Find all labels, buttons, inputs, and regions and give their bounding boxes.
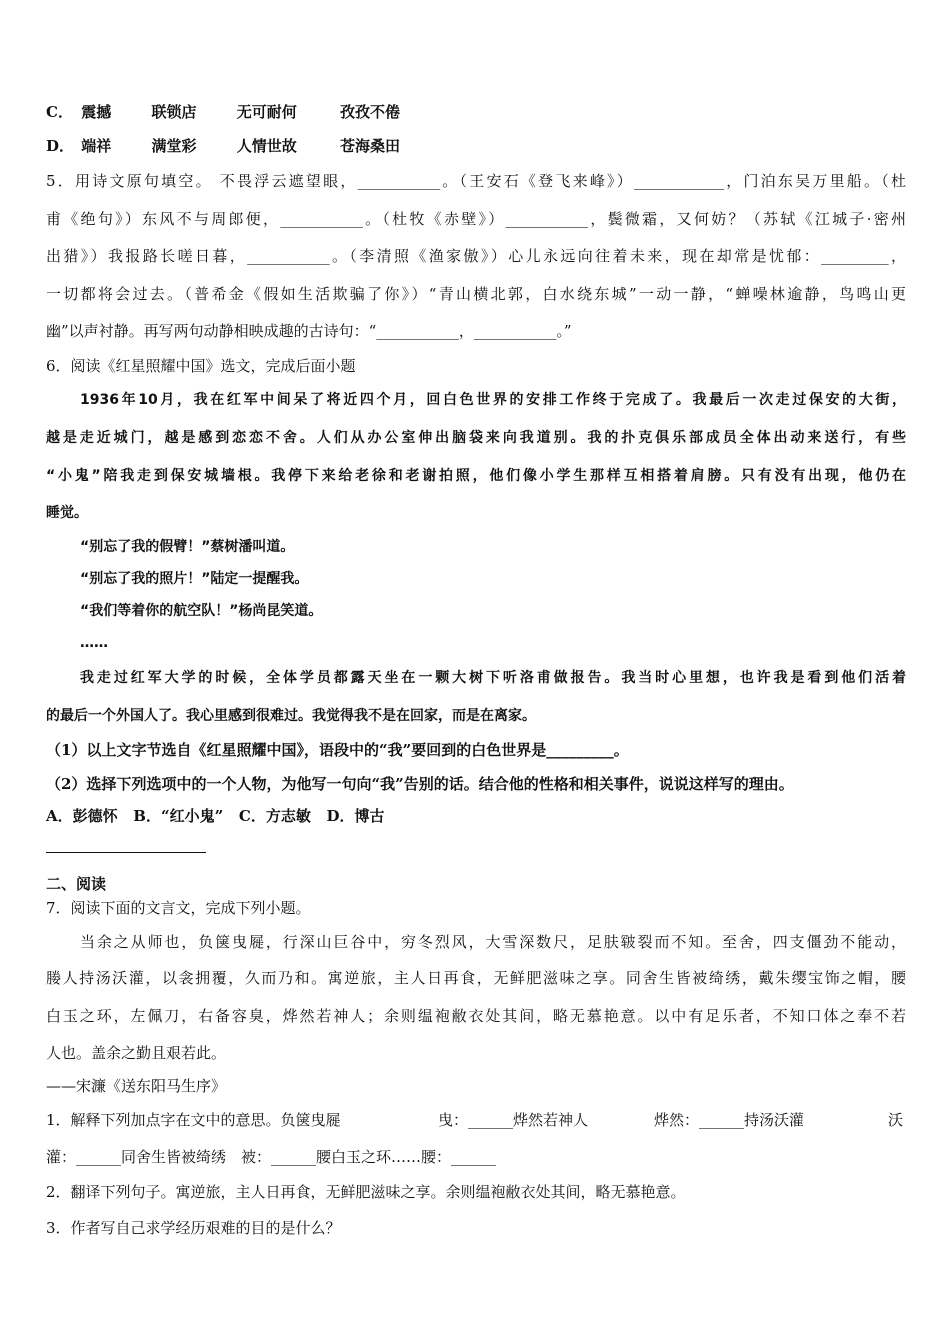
- q7-title: 7．阅读下面的文言文，完成下列小题。: [46, 899, 311, 917]
- q7-sub1-line1: [46, 1110, 906, 1130]
- option-label: D．: [46, 137, 75, 155]
- option-word: 苍海桑田: [339, 137, 400, 155]
- q7-passage-line: 白玉之环，左佩刀，右备容臭，烨然若神人；余则缊袍敝衣处其间，略无慕艳意。以中有足乐者，不知口体之奉不若: [46, 1007, 906, 1025]
- q7-sub2: 2．翻译下列句子。寓逆旅，主人日再食，无鲜肥滋味之享。余则缊袍敝衣处其间，略无慕艳意。: [46, 1183, 686, 1201]
- q6-passage-line: 睡觉。: [46, 505, 88, 521]
- q6-passage2-line: 我走过红军大学的时候，全体学员都露天坐在一颗大树下听洛甫做报告。我当时心里想，也许我是看到他们活着: [80, 670, 906, 686]
- q6-quote: “别忘了我的假臂！”蔡树潘叫道。: [80, 539, 295, 555]
- option-word: 人情世故: [236, 137, 297, 155]
- option-d: [46, 136, 906, 156]
- q7-sub1-part: 沃: [888, 1111, 904, 1129]
- option-word: 无可耐何: [236, 103, 297, 121]
- q7-source: ——宋濂《送东阳马生序》: [46, 1077, 227, 1095]
- option-c: [46, 102, 906, 122]
- q7-passage-line: 当余之从师也，负箧曳屣，行深山巨谷中，穷冬烈风，大雪深数尺，足肤皲裂而不知。至舍，四支僵劲不能动，: [80, 933, 906, 951]
- section-heading: 二、阅读: [46, 875, 107, 893]
- q7-passage-line: 媵人持汤沃灌，以衾拥覆，久而乃和。寓逆旅，主人日再食，无鲜肥滋味之享。同舍生皆被绮绣，戴朱缨宝饰之帽，腰: [46, 969, 906, 987]
- q6-sub2: （2）选择下列选项中的一个人物，为他写一句向“我”告别的话。结合他的性格和相关事件，说说这样写的理由。: [46, 775, 794, 793]
- q7-passage-line: 人也。盖余之勤且艰若此。: [46, 1044, 227, 1062]
- q6-quote: “别忘了我的照片！”陆定一提醒我。: [80, 571, 309, 587]
- answer-rule: [46, 852, 206, 853]
- q5-line: 幽”以声衬静。再写两句动静相映成趣的古诗句：“___________，___________。”: [46, 322, 572, 340]
- q7-sub1-part: 曳：______烨然若神人: [438, 1111, 589, 1129]
- q6-ellipsis: ……: [80, 635, 108, 651]
- option-word: 端祥: [81, 137, 112, 155]
- option-word: 震撼: [81, 103, 112, 121]
- q6-passage-line: 1936年10月，我在红军中间呆了将近四个月，回白色世界的安排工作终于完成了。我最后一次走过保安的大街，: [80, 392, 906, 408]
- option-label: C．: [46, 103, 73, 121]
- q6-passage-line: 越是走近城门，越是感到恋恋不舍。人们从办公室伸出脑袋来向我道别。我的扑克俱乐部成员全体出动来送行，有些: [46, 430, 906, 446]
- q7-sub1-part: 烨然：______持汤沃灌: [654, 1111, 805, 1129]
- q7-sub3: 3．作者写自己求学经历艰难的目的是什么？: [46, 1219, 341, 1237]
- q5-line: 出猎》）我报路长嗟日暮，___________。（李清照《渔家傲》）心儿永远向往着未来，现在却常是忧郁：_________，: [46, 247, 906, 265]
- q6-choices: A．彭德怀 B．“红小鬼” C．方志敏 D．博古: [46, 807, 385, 825]
- option-word: 联锁店: [151, 103, 197, 121]
- q5-line: 一切都将会过去。（普希金《假如生活欺骗了你》）“青山横北郭，白水绕东城”一动一静，“蝉噪林逾静，鸟鸣山更: [46, 285, 906, 303]
- q6-title: 6．阅读《红星照耀中国》选文，完成后面小题: [46, 357, 356, 375]
- q7-sub1-line2: 灌：______同舍生皆被绮绣 被：______腰白玉之环……腰：______: [46, 1148, 497, 1166]
- q6-passage2-line: 的最后一个外国人了。我心里感到很难过。我觉得我不是在回家，而是在离家。: [46, 708, 536, 724]
- q6-passage-line: “小鬼”陪我走到保安城墙根。我停下来给老徐和老谢拍照，他们像小学生那样互相搭着肩膀。只有没有出现，他仍在: [46, 468, 906, 484]
- q5-line: 甫《绝句》）东风不与周郎便，___________。（杜牧《赤壁》）___________，鬓微霜，又何妨？（苏轼《江城子·密州: [46, 210, 906, 228]
- q5-line: 5．用诗文原句填空。 不畏浮云遮望眼，___________。（王安石《登飞来峰》）____________，门泊东吴万里船。（杜: [46, 172, 906, 190]
- q6-quote: “我们等着你的航空队！”杨尚昆笑道。: [80, 603, 323, 619]
- option-word: 满堂彩: [151, 137, 197, 155]
- q7-sub1-part: 1．解释下列加点字在文中的意思。负箧曳屣: [46, 1111, 341, 1129]
- option-word: 孜孜不倦: [339, 103, 400, 121]
- q6-sub1: （1）以上文字节选自《红星照耀中国》，语段中的“我”要回到的白色世界是_________。: [46, 741, 629, 759]
